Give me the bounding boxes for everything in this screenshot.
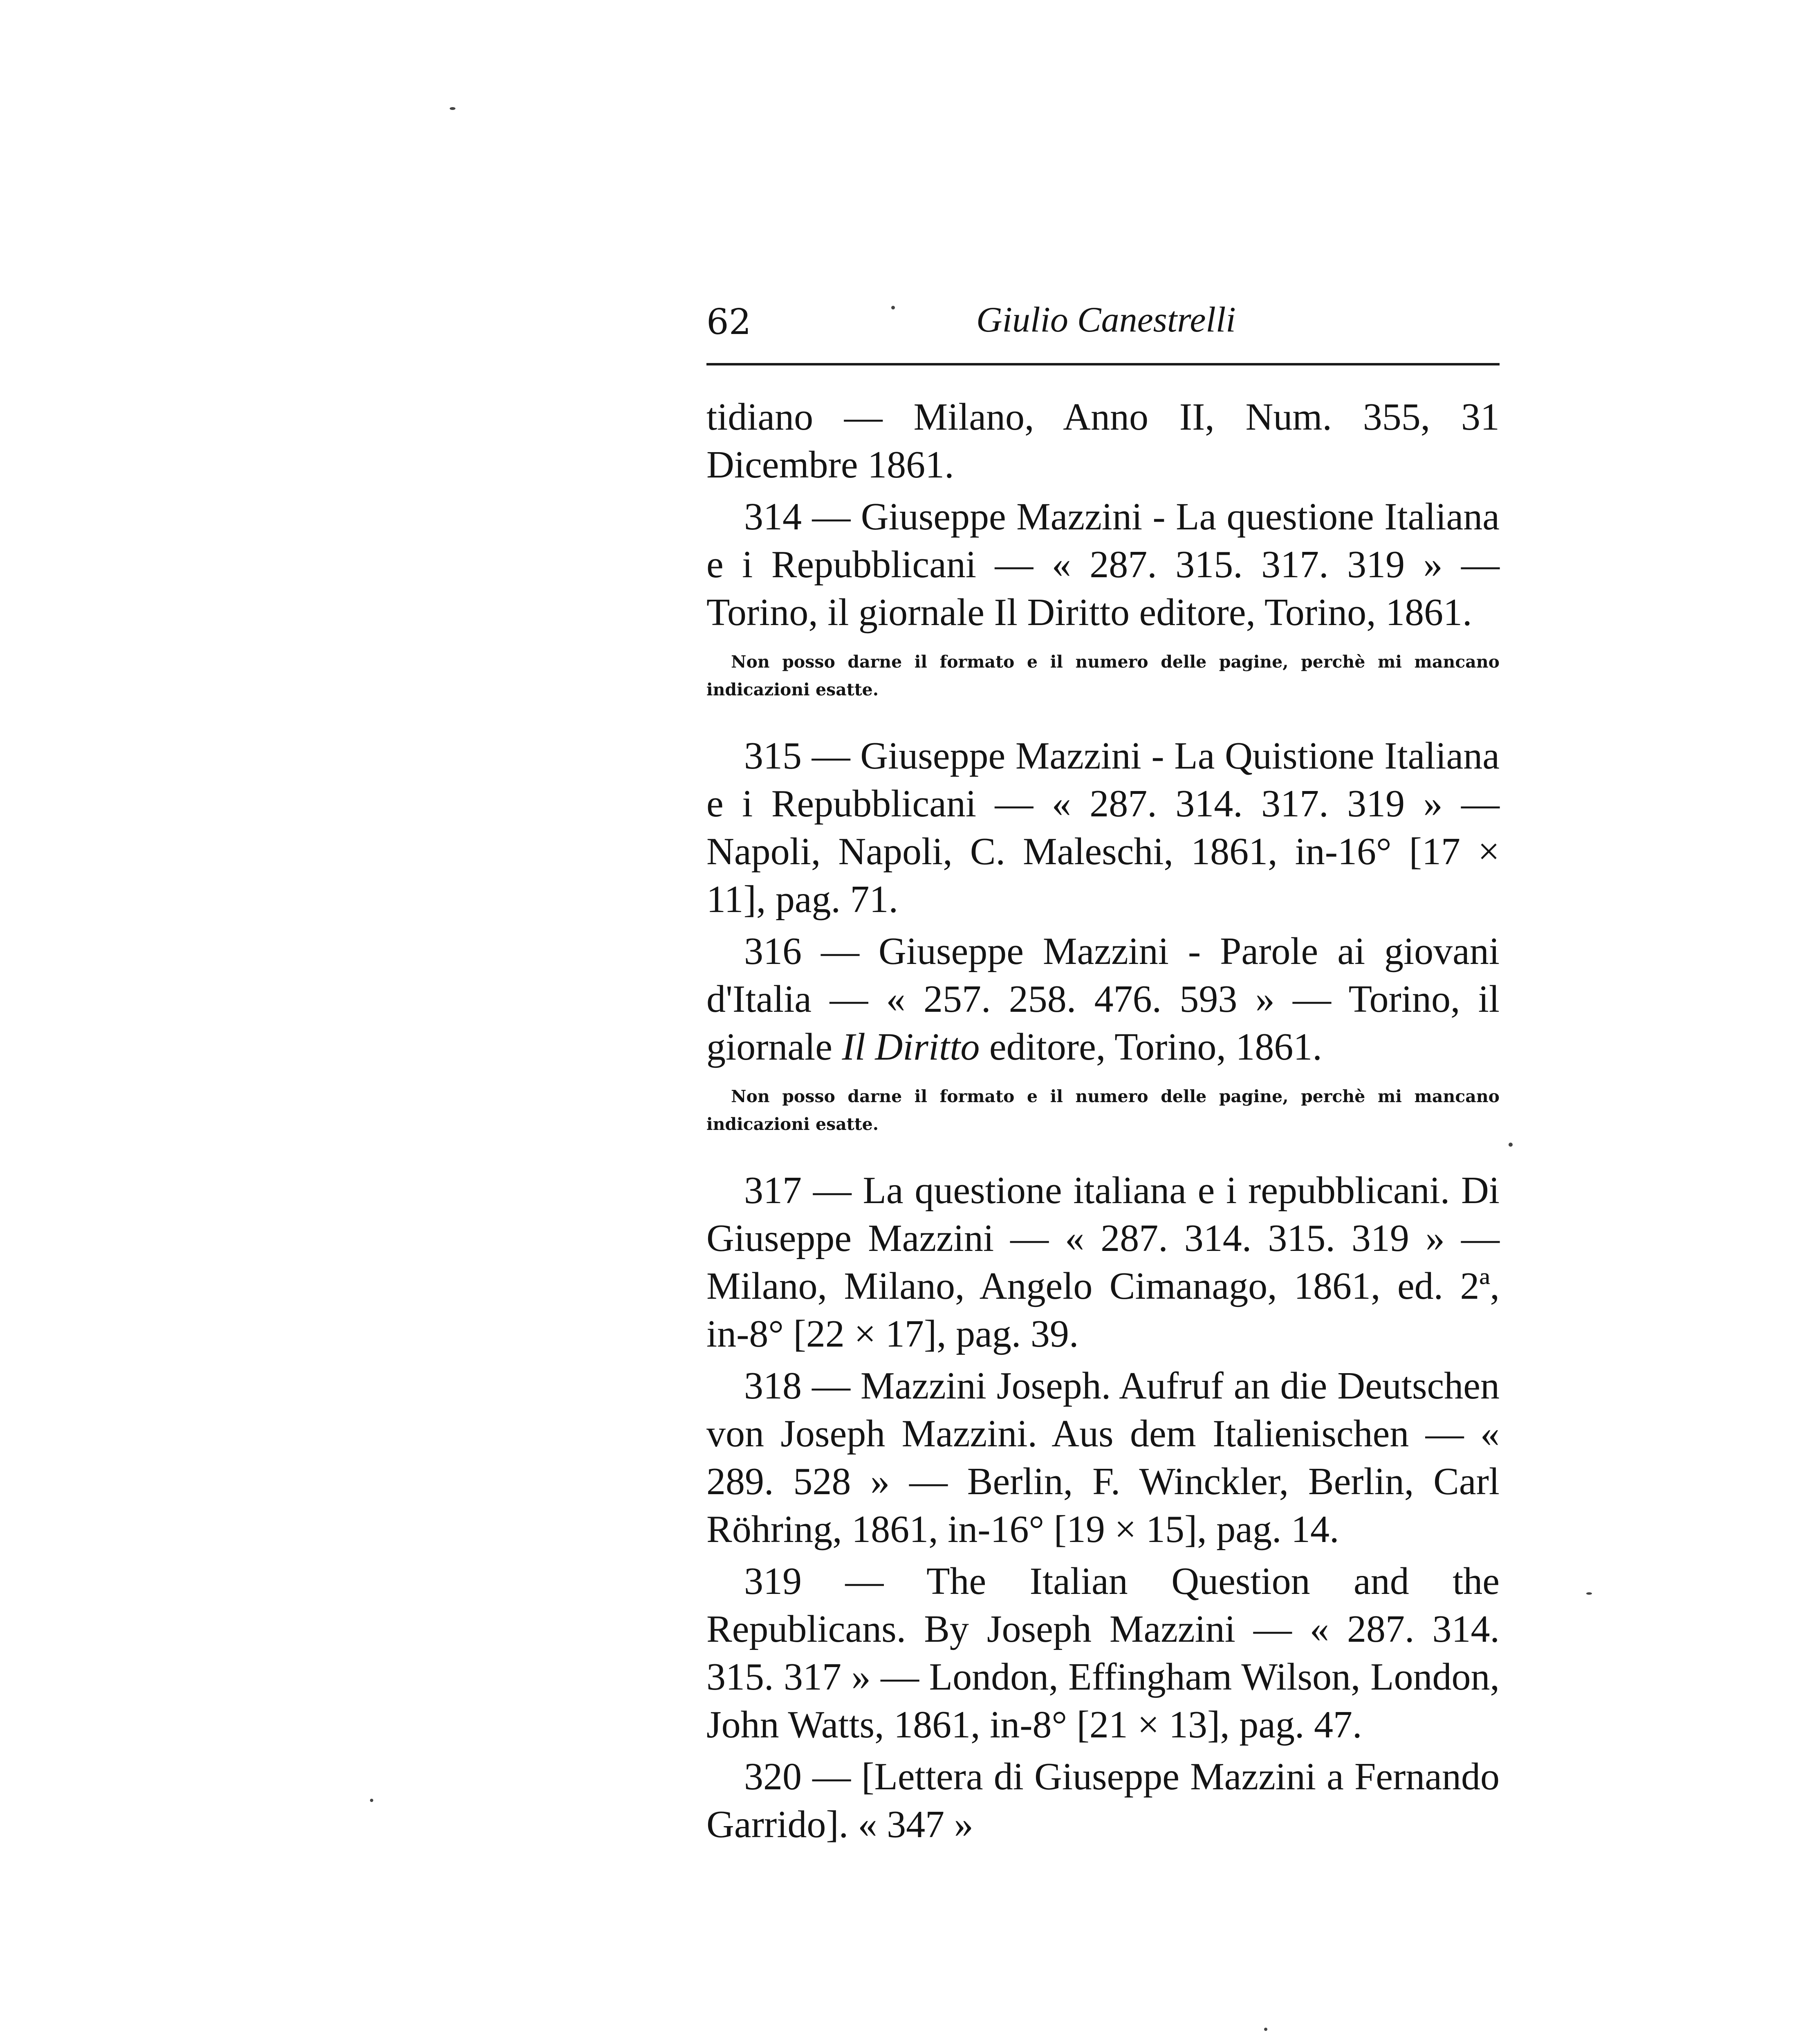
entry-316-text-b: editore, Torino, 1861.: [980, 1026, 1322, 1068]
entry-320: 320 — [Lettera di Giuseppe Mazzini a Fernando Garrido]. « 347 »: [706, 1755, 1500, 1846]
scan-speck: [891, 306, 895, 309]
scan-speck: [370, 1799, 373, 1802]
entry-318: 318 — Mazzini Joseph. Aufruf an die Deutschen von Joseph Mazzini. Aus dem Italienischen — « 289. 528 » — Berlin, F. Winckler, Berlin, Carl Röhring, 1861, in-16° [19 × 15], pag. 14.: [706, 1365, 1500, 1551]
page-header: [706, 294, 1500, 365]
entry-314-note: Non posso darne il formato e il numero delle pagine, perchè mi mancano indicazioni esatte.: [706, 652, 1500, 699]
page-number: 62: [706, 302, 751, 343]
entry-315: 315 — Giuseppe Mazzini - La Quistione Italiana e i Repubblicani — « 287. 314. 317. 319 » — Napoli, Napoli, C. Maleschi, 1861, in-16° [17 × 11], pag. 71.: [706, 735, 1500, 921]
entry-316-note: Non posso darne il formato e il numero delle pagine, perchè mi mancano indicazioni esatte.: [706, 1087, 1500, 1134]
scan-speck: [1509, 1143, 1513, 1147]
entry-continuation: tidiano — Milano, Anno II, Num. 355, 31 Dicembre 1861.: [706, 396, 1500, 486]
entry-314: 314 — Giuseppe Mazzini - La questione Italiana e i Repubblicani — « 287. 315. 317. 319 » — Torino, il giornale Il Diritto editore, Torino, 1861.: [706, 495, 1500, 634]
running-title: Giulio Canestrelli: [976, 300, 1236, 340]
scan-speck: [1586, 1592, 1592, 1595]
entry-316: [706, 928, 1500, 1071]
entry-317: 317 — La questione italiana e i repubblicani. Di Giuseppe Mazzini — « 287. 314. 315. 319 » — Milano, Milano, Angelo Cimanago, 1861, ed. 2ª, in-8° [22 × 17], pag. 39.: [706, 1169, 1500, 1355]
bibliography-text: [706, 393, 1500, 1853]
scan-speck: [450, 107, 455, 110]
scan-speck: [1264, 2028, 1267, 2031]
entry-319: 319 — The Italian Question and the Republicans. By Joseph Mazzini — « 287. 314. 315. 317 » — London, Effingham Wilson, London, John Watts, 1861, in-8° [21 × 13], pag. 47.: [706, 1560, 1500, 1746]
entry-316-italic-title: Il Diritto: [842, 1026, 980, 1068]
entry-316-text-a: 316 — Giuseppe Mazzini - Parole ai giovani d'Italia — « 257. 258. 476. 593 » — Torino, il giornale: [706, 930, 1500, 1068]
